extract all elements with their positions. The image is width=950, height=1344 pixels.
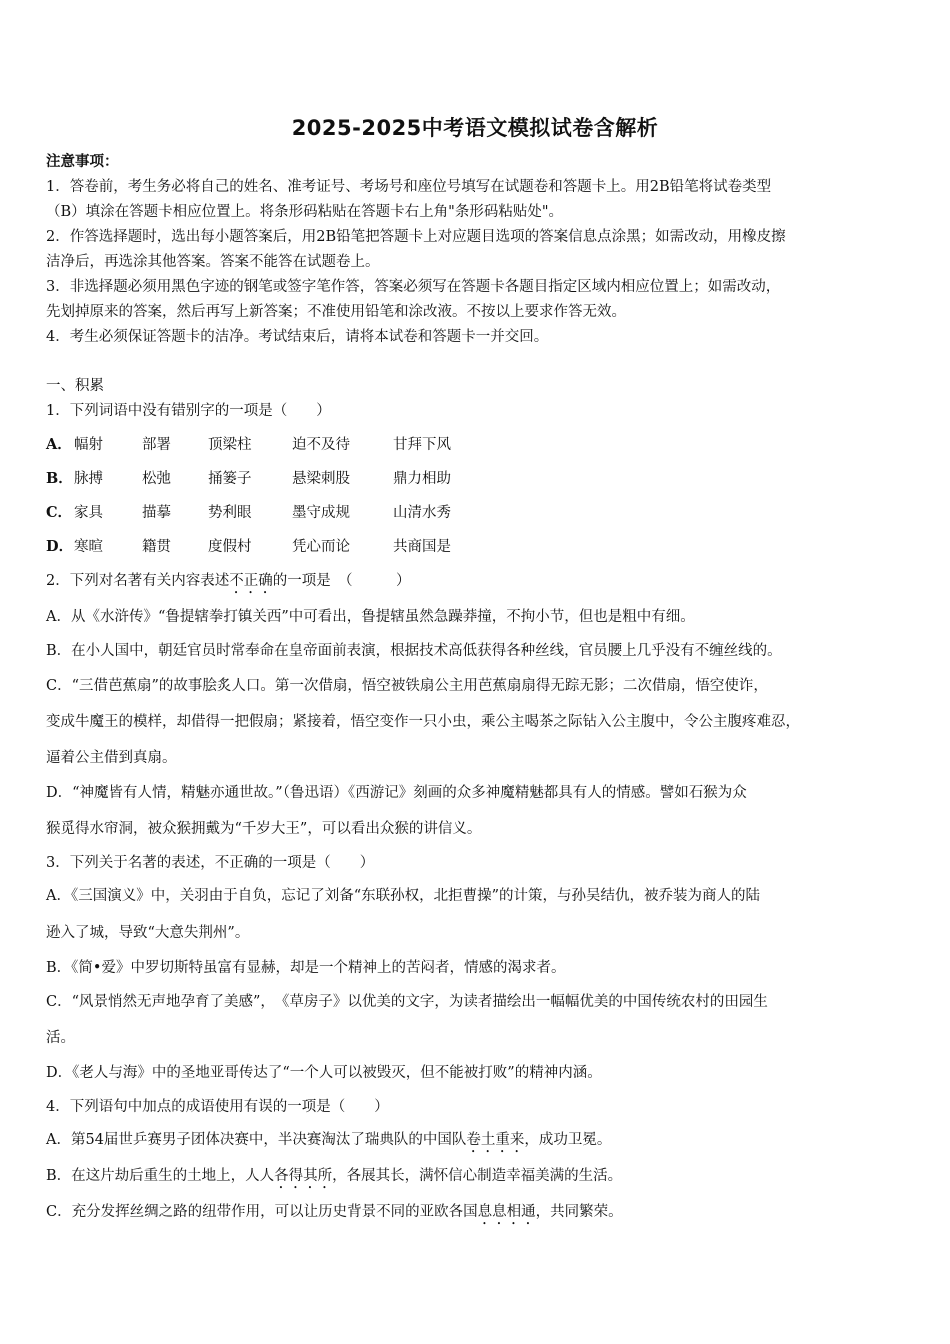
option-text: A．第54届世乒赛男子团体决赛中，半决赛淘汰了瑞典队的中国队 xyxy=(46,1132,467,1148)
question-3-option-c: C．“风景悄然无声地孕育了美感”， 《草房子》以优美的文字，为读者描绘出一幅幅优美的中国传统农村的田园生 xyxy=(46,994,768,1010)
word: 家具 xyxy=(74,505,103,521)
dotted-idiom: 息息相通 xyxy=(477,1204,536,1220)
notice-line: 4．考生必须保证答题卡的洁净。考试结束后，请将本试卷和答题卡一并交回。 xyxy=(46,329,549,345)
section-heading: 一、积累 xyxy=(46,378,104,394)
option-text: C．充分发挥丝绸之路的纽带作用，可以让历史背景不同的亚欧各国 xyxy=(46,1204,478,1220)
question-2-option-d: D．“神魔皆有人情，精魅亦通世故。”（鲁迅语）《西游记》刻画的众多神魔精魅都具有人的情感。譬如石猴为众 xyxy=(46,785,747,801)
question-1-stem: 1．下列词语中没有错别字的一项是（ ） xyxy=(46,403,331,419)
word: 凭心而论 xyxy=(292,539,350,555)
word: 部署 xyxy=(142,437,171,453)
question-3-option-c-cont: 活。 xyxy=(46,1030,75,1046)
notice-line: （B）填涂在答题卡相应位置上。将条形码粘贴在答题卡右上角"条形码粘贴处"。 xyxy=(46,204,563,220)
notice-line: 3．非选择题必须用黑色字迹的钢笔或签字笔作答，答案必须写在答题卡各题目指定区域内相应位置上；如需改动， xyxy=(46,279,781,295)
question-2-stem xyxy=(46,571,410,597)
question-3-option-a: A．《三国演义》中，关羽由于自负，忘记了刘备“东联孙权，北拒曹操”的计策，与孙吴结仇，被乔装为商人的陆 xyxy=(46,888,761,904)
page-title: 2025-2025中考语文模拟试卷含解析 xyxy=(291,116,659,140)
word: 幅射 xyxy=(74,437,103,453)
stem-text: 的一项是 （ ） xyxy=(272,573,411,589)
dotted-idiom: 卷土重来 xyxy=(466,1132,525,1148)
option-label: D． xyxy=(46,538,74,555)
question-2-option-c-cont: 逼着公主借到真扇。 xyxy=(46,750,177,766)
word: 顶梁柱 xyxy=(208,437,252,453)
word: 寒暄 xyxy=(74,539,103,555)
word: 描摹 xyxy=(142,505,171,521)
question-3-stem: 3．下列关于名著的表述，不正确的一项是（ ） xyxy=(46,855,375,871)
word: 脉搏 xyxy=(74,471,103,487)
dotted-idiom: 各得其所 xyxy=(274,1168,333,1184)
question-3-option-d: D．《老人与海》中的圣地亚哥传达了“一个人可以被毁灭，但不能被打败”的精神内涵。 xyxy=(46,1065,602,1081)
word: 甘拜下风 xyxy=(393,437,451,453)
word: 度假村 xyxy=(208,539,252,555)
option-text: ，成功卫冕。 xyxy=(524,1132,612,1148)
word: 松弛 xyxy=(142,471,171,487)
word: 势利眼 xyxy=(208,505,252,521)
question-2-option-d-cont: 猴觅得水帘洞，被众猴拥戴为“千岁大王”，可以看出众猴的讲信义。 xyxy=(46,821,482,837)
option-text: ，共同繁荣。 xyxy=(535,1204,623,1220)
notice-line: 洁净后，再选涂其他答案。答案不能答在试题卷上。 xyxy=(46,254,380,270)
question-2-option-c-cont: 变成牛魔王的模样，却借得一把假扇；紧接着，悟空变作一只小虫，乘公主喝茶之际钻入公主腹中，令公主腹疼难忍， xyxy=(46,714,800,730)
word: 墨守成规 xyxy=(292,505,350,521)
stem-text: 2．下列对名著有关内容表述 xyxy=(46,573,230,589)
word: 悬梁刺股 xyxy=(292,471,350,487)
option-text: ，各展其长，满怀信心制造幸福美满的生活。 xyxy=(332,1168,623,1184)
notice-line: 先划掉原来的答案，然后再写上新答案；不准使用铅笔和涂改液。不按以上要求作答无效。 xyxy=(46,304,626,320)
notice-line: 1．答卷前，考生务必将自己的姓名、准考证号、考场号和座位号填写在试题卷和答题卡上。用2B铅笔将试卷类型 xyxy=(46,179,772,195)
question-3-option-a-cont: 逊入了城，导致“大意失荆州”。 xyxy=(46,925,250,941)
option-label: C． xyxy=(46,504,73,521)
question-2-option-c: C．“三借芭蕉扇”的故事脍炙人口。第一次借扇，悟空被铁扇公主用芭蕉扇扇得无踪无影；二次借扇，悟空使诈， xyxy=(46,678,768,694)
word: 鼎力相助 xyxy=(393,471,451,487)
question-3-option-b: B．《简•爱》中罗切斯特虽富有显赫，却是一个精神上的苦闷者，情感的渴求者。 xyxy=(46,960,566,976)
dotted-emphasis: 不正确 xyxy=(229,573,273,589)
option-label: A． xyxy=(46,436,72,453)
word: 山清水秀 xyxy=(393,505,451,521)
word: 捅篓子 xyxy=(208,471,252,487)
word: 籍贯 xyxy=(142,539,171,555)
question-4-option-c xyxy=(46,1202,623,1228)
option-text: B．在这片劫后重生的土地上，人人 xyxy=(46,1168,275,1184)
question-4-option-a xyxy=(46,1130,611,1156)
question-4-option-b xyxy=(46,1166,622,1192)
word: 共商国是 xyxy=(393,539,451,555)
notice-heading: 注意事项： xyxy=(46,153,119,170)
question-2-option-b: B．在小人国中，朝廷官员时常奉命在皇帝面前表演，根据技术高低获得各种丝线，官员腰上几乎没有不缠丝线的。 xyxy=(46,643,782,659)
notice-line: 2．作答选择题时，选出每小题答案后，用2B铅笔把答题卡上对应题目选项的答案信息点涂黑；如需改动，用橡皮擦 xyxy=(46,229,786,245)
question-2-option-a: A．从《水浒传》“鲁提辖拳打镇关西”中可看出，鲁提辖虽然急躁莽撞，不拘小节，但也是粗中有细。 xyxy=(46,609,695,625)
option-label: B． xyxy=(46,470,73,487)
word: 迫不及待 xyxy=(292,437,350,453)
question-4-stem: 4．下列语句中加点的成语使用有误的一项是（ ） xyxy=(46,1099,389,1115)
